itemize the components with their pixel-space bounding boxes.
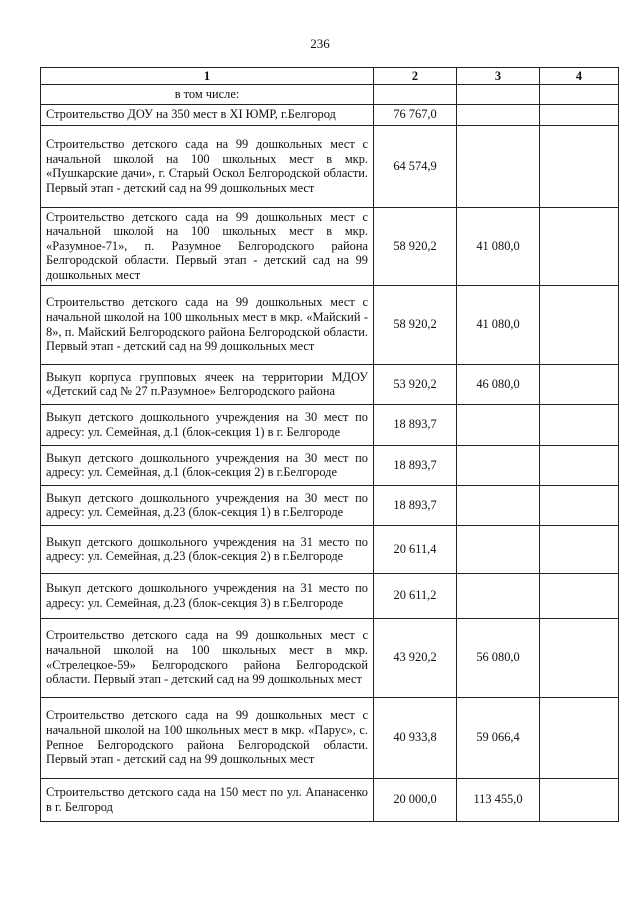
row-value-col2: 76 767,0 [374,104,457,125]
row-value-col2: 18 893,7 [374,485,457,525]
row-value-col3: 41 080,0 [457,285,540,364]
row-value-col2: 40 933,8 [374,697,457,778]
table-row [41,573,619,618]
row-value-col3 [457,404,540,445]
header-cell-2: 2 [374,68,457,85]
row-value-col3 [457,104,540,125]
row-value-col3 [457,485,540,525]
row-value-col4 [540,125,619,207]
row-value-col3 [457,125,540,207]
row-description: Строительство детского сада на 99 дошкольных мест с начальной школой на 100 школьных мест в мкр. «Разумное-71», п. Разумное Белгородского района Белгородской области. Первый этап - детский сад на 99 дошкольных мест [41,207,374,285]
table-row [41,618,619,697]
budget-table [40,67,619,822]
subheader-cell-4 [540,85,619,105]
row-value-col2: 43 920,2 [374,618,457,697]
row-description: Выкуп детского дошкольного учреждения на 31 место по адресу: ул. Семейная, д.23 (блок-секция 3) в г.Белгороде [41,573,374,618]
header-cell-3: 3 [457,68,540,85]
row-value-col3: 59 066,4 [457,697,540,778]
header-cell-1: 1 [41,68,374,85]
row-value-col4 [540,404,619,445]
subheader-row [41,85,619,105]
table-header-row [41,68,619,85]
subheader-cell-3 [457,85,540,105]
subheader-label: в том числе: [41,85,374,105]
row-value-col3: 56 080,0 [457,618,540,697]
row-value-col4 [540,445,619,485]
table-row [41,285,619,364]
row-description: Выкуп корпуса групповых ячеек на территории МДОУ «Детский сад № 27 п.Разумное» Белгородского района [41,364,374,404]
table-row [41,445,619,485]
table-row [41,697,619,778]
row-value-col2: 18 893,7 [374,404,457,445]
table-row [41,364,619,404]
row-description: Выкуп детского дошкольного учреждения на 30 мест по адресу: ул. Семейная, д.23 (блок-секция 1) в г.Белгороде [41,485,374,525]
row-value-col3: 46 080,0 [457,364,540,404]
row-value-col4 [540,778,619,821]
row-value-col2: 20 000,0 [374,778,457,821]
row-description: Строительство детского сада на 99 дошкольных мест с начальной школой на 100 школьных мест в мкр. «Парус», с. Репное Белгородского района Белгородской области. Первый этап - детский сад на 99 дошкольных мест [41,697,374,778]
row-description: Строительство ДОУ на 350 мест в XI ЮМР, г.Белгород [41,104,374,125]
row-description: Выкуп детского дошкольного учреждения на 31 место по адресу: ул. Семейная, д.23 (блок-секция 2) в г.Белгороде [41,525,374,573]
row-description: Выкуп детского дошкольного учреждения на 30 мест по адресу: ул. Семейная, д.1 (блок-секция 2) в г.Белгороде [41,445,374,485]
row-value-col2: 53 920,2 [374,364,457,404]
row-description: Выкуп детского дошкольного учреждения на 30 мест по адресу: ул. Семейная, д.1 (блок-секция 1) в г. Белгороде [41,404,374,445]
row-value-col2: 58 920,2 [374,285,457,364]
row-value-col3 [457,445,540,485]
row-value-col4 [540,207,619,285]
table-row [41,404,619,445]
table-row [41,778,619,821]
subheader-cell-2 [374,85,457,105]
table-row [41,125,619,207]
row-value-col2: 20 611,4 [374,525,457,573]
row-value-col4 [540,104,619,125]
row-description: Строительство детского сада на 99 дошкольных мест с начальной школой на 100 школьных мест в мкр. «Майский - 8», п. Майский Белгородского района Белгородской области. Первый этап - детский сад на 99 дошкольных мест [41,285,374,364]
table-row [41,525,619,573]
row-value-col4 [540,364,619,404]
table-row [41,485,619,525]
table-row [41,207,619,285]
row-value-col2: 58 920,2 [374,207,457,285]
table-row [41,104,619,125]
row-description: Строительство детского сада на 99 дошкольных мест с начальной школой на 100 школьных мест в мкр. «Стрелецкое-59» Белгородского района Белгородской области. Первый этап - детский сад на 99 дошкольных мест [41,618,374,697]
row-description: Строительство детского сада на 150 мест по ул. Апанасенко в г. Белгород [41,778,374,821]
row-value-col3: 41 080,0 [457,207,540,285]
row-value-col3 [457,573,540,618]
row-value-col4 [540,697,619,778]
row-value-col3: 113 455,0 [457,778,540,821]
row-value-col2: 64 574,9 [374,125,457,207]
row-value-col4 [540,573,619,618]
row-value-col2: 18 893,7 [374,445,457,485]
row-description: Строительство детского сада на 99 дошкольных мест с начальной школой на 100 школьных мест в мкр. «Пушкарские дачи», г. Старый Оскол Белгородской области. Первый этап - детский сад на 99 дошкольных мест [41,125,374,207]
row-value-col2: 20 611,2 [374,573,457,618]
row-value-col4 [540,525,619,573]
row-value-col3 [457,525,540,573]
row-value-col4 [540,485,619,525]
page-number: 236 [310,36,330,51]
header-cell-4: 4 [540,68,619,85]
row-value-col4 [540,618,619,697]
row-value-col4 [540,285,619,364]
